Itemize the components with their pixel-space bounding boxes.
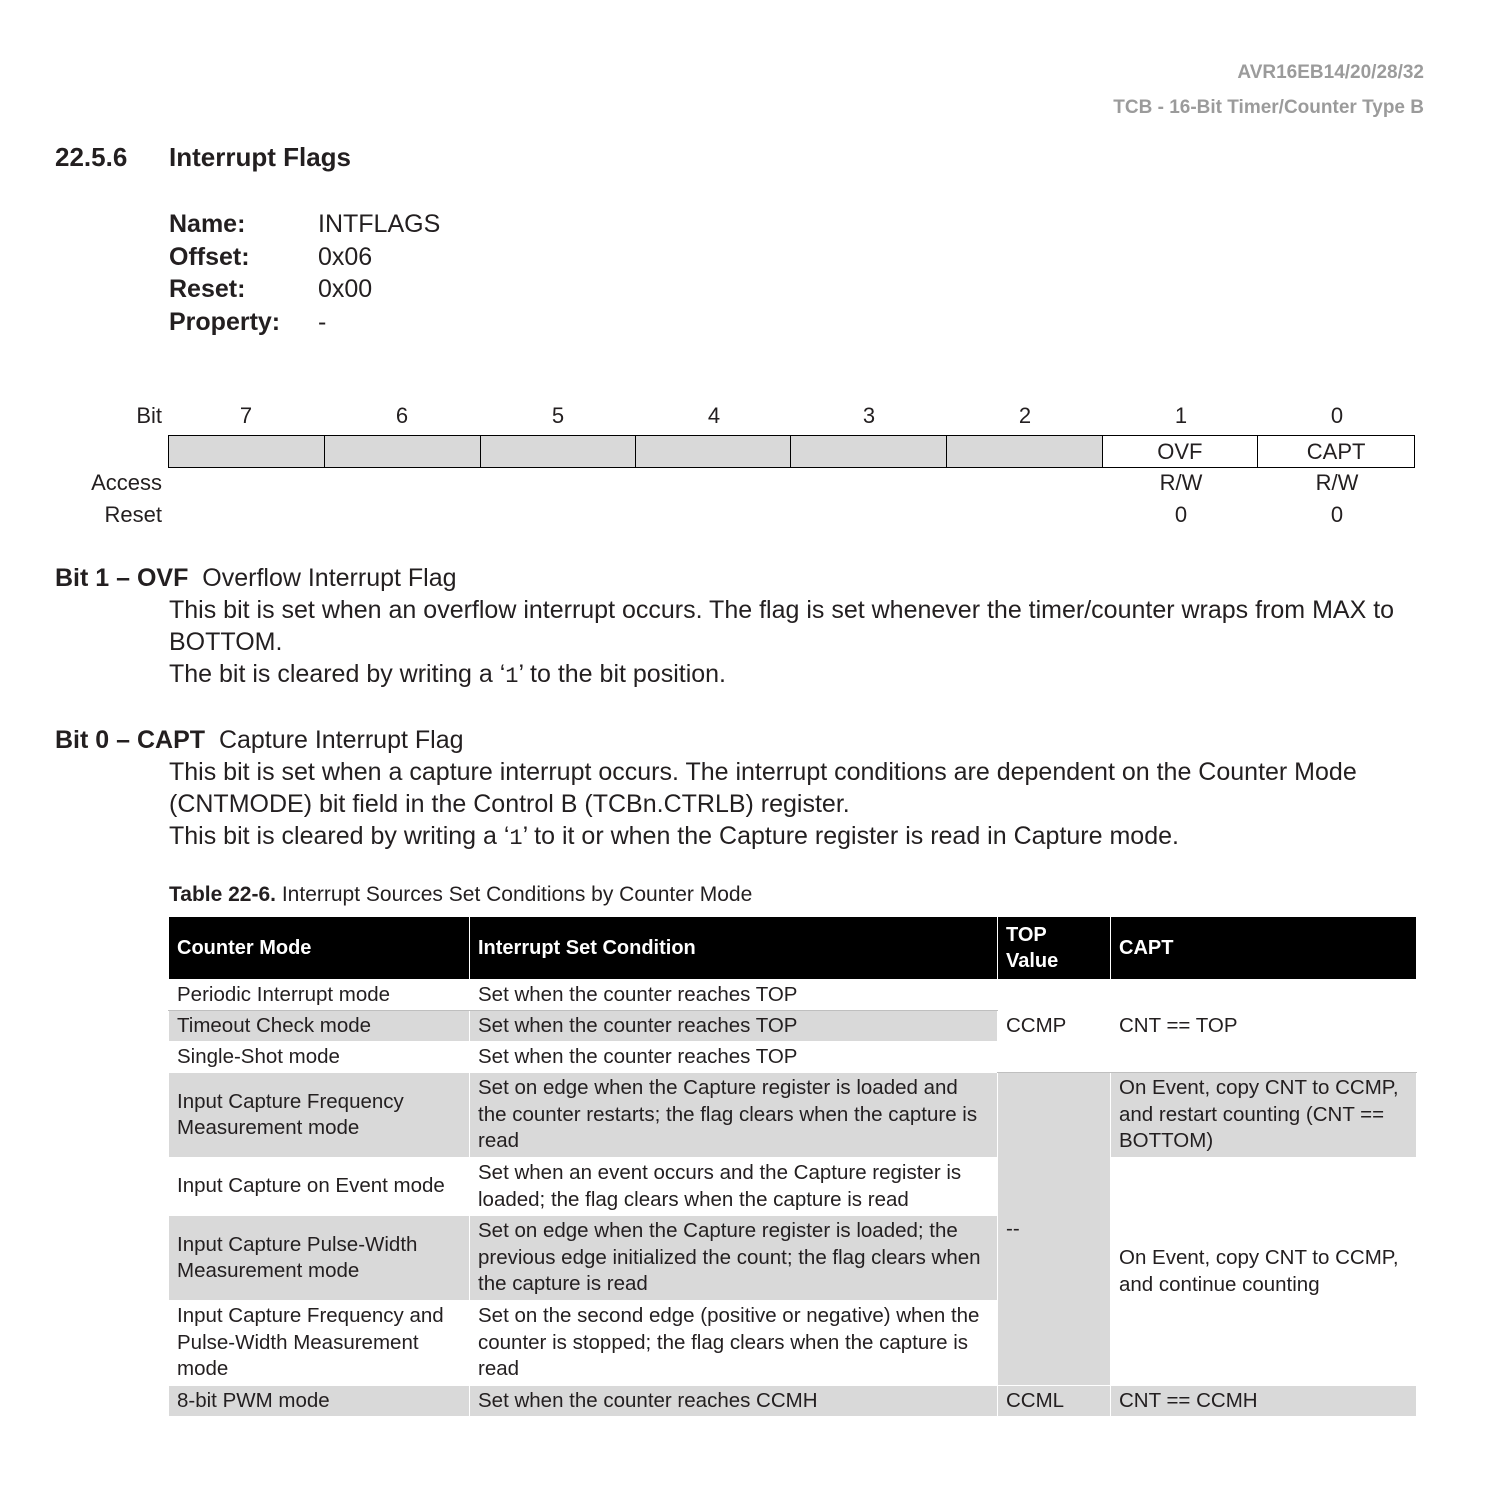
- cell-condition: Set when the counter reaches TOP: [470, 1011, 998, 1042]
- access-value: R/W: [1315, 470, 1359, 495]
- cell-condition: Set when an event occurs and the Capture register is loaded; the flag clears when the capture is read: [470, 1158, 998, 1216]
- section-title: Interrupt Flags: [169, 142, 352, 172]
- text-part: ’ to the bit position.: [518, 660, 727, 688]
- cell-mode: Timeout Check mode: [169, 1011, 470, 1042]
- bit-description-heading: [55, 724, 1409, 756]
- header-interrupt-set-condition: Interrupt Set Condition: [470, 917, 998, 980]
- prop-value: -: [318, 307, 327, 336]
- table-caption-label: Table 22-6.: [169, 883, 276, 906]
- bit-description-clear: [169, 658, 1409, 693]
- cell-condition: Set when the counter reaches TOP: [470, 1042, 998, 1073]
- bit-field-reserved: [791, 436, 947, 467]
- bit-description-text: This bit is set when an overflow interrupt occurs. The flag is set whenever the timer/counter wraps from MAX to BOTTOM.: [169, 596, 1395, 656]
- cell-mode: Input Capture Pulse-Width Measurement mode: [169, 1216, 470, 1301]
- prop-value: INTFLAGS: [318, 210, 441, 238]
- cell-top-value: --: [998, 1073, 1111, 1386]
- prop-value: 0x00: [318, 275, 373, 303]
- bit-number: 5: [551, 403, 565, 428]
- reset-row: [168, 502, 1415, 530]
- bit-number: 3: [862, 403, 876, 428]
- table-row: [169, 1386, 1417, 1417]
- cell-capt: On Event, copy CNT to CCMP, and restart counting (CNT == BOTTOM): [1111, 1073, 1417, 1158]
- section-number: 22.5.6: [55, 142, 128, 172]
- table-row: [169, 980, 1417, 1011]
- reset-value: 0: [1330, 502, 1344, 527]
- reset-value: 0: [1174, 502, 1188, 527]
- text-part: ’ to it or when the Capture register is read in Capture mode.: [522, 822, 1179, 850]
- cell-condition: Set on edge when the Capture register is loaded; the previous edge initialized the count; the flag clears when the capture is read: [470, 1216, 998, 1301]
- bit-field-reserved: [636, 436, 791, 467]
- header-capt: CAPT: [1111, 917, 1417, 980]
- header-top-value: TOP Value: [998, 917, 1111, 980]
- table-caption: [169, 883, 752, 907]
- interrupt-sources-table: [168, 916, 1417, 1417]
- bit-id: Bit 0 – CAPT: [55, 726, 206, 754]
- prop-key: Property:: [169, 307, 281, 336]
- bit-number: 2: [1018, 403, 1032, 428]
- cell-condition: Set when the counter reaches CCMH: [470, 1386, 998, 1417]
- header-counter-mode: Counter Mode: [169, 917, 470, 980]
- cell-capt: On Event, copy CNT to CCMP, and continue counting: [1111, 1158, 1417, 1386]
- register-properties: [169, 208, 440, 338]
- bit-description-ovf: [55, 562, 1409, 693]
- cell-mode: Periodic Interrupt mode: [169, 980, 470, 1011]
- cell-mode: Input Capture Frequency Measurement mode: [169, 1073, 470, 1158]
- table-row: [169, 1073, 1417, 1158]
- text-part: The bit is cleared by writing a ‘: [169, 660, 506, 688]
- register-bit-fields: [168, 435, 1415, 468]
- bit-description-heading: [55, 562, 1409, 594]
- access-row: [168, 470, 1415, 498]
- text-part: This bit is cleared by writing a ‘: [169, 822, 510, 850]
- code-value: 1: [505, 664, 519, 689]
- bit-field-ovf: OVF: [1103, 436, 1259, 467]
- cell-condition: Set on the second edge (positive or negative) when the counter is stopped; the flag clears when the capture is read: [470, 1301, 998, 1386]
- cell-top-value: CCMP: [998, 980, 1111, 1073]
- cell-condition: Set when the counter reaches TOP: [470, 980, 998, 1011]
- cell-top-value: CCML: [998, 1386, 1111, 1417]
- header-chapter: TCB - 16-Bit Timer/Counter Type B: [1113, 97, 1424, 118]
- prop-reset: [169, 273, 440, 306]
- bit-field-reserved: [169, 436, 325, 467]
- prop-property: [169, 306, 440, 339]
- cell-mode: Input Capture Frequency and Pulse-Width Measurement mode: [169, 1301, 470, 1386]
- prop-value: 0x06: [318, 242, 373, 271]
- prop-name: [169, 208, 440, 241]
- prop-key: Name:: [169, 210, 246, 238]
- bit-description-text: This bit is set when a capture interrupt occurs. The interrupt conditions are dependent on the Counter Mode (CNTMODE) bit field in the Control B (TCBn.CTRLB) register.: [169, 758, 1357, 818]
- bit-id: Bit 1 – OVF: [55, 564, 189, 592]
- prop-key: Reset:: [169, 275, 246, 303]
- cell-capt: CNT == TOP: [1111, 980, 1417, 1073]
- cell-mode: 8-bit PWM mode: [169, 1386, 470, 1417]
- cell-mode: Input Capture on Event mode: [169, 1158, 470, 1216]
- code-value: 1: [509, 826, 523, 851]
- bit-number: 7: [239, 403, 253, 428]
- cell-mode: Single-Shot mode: [169, 1042, 470, 1073]
- access-value: R/W: [1159, 470, 1203, 495]
- bit-number: 1: [1174, 403, 1188, 428]
- prop-key: Offset:: [169, 242, 250, 271]
- header-device: AVR16EB14/20/28/32: [1237, 62, 1424, 83]
- bit-description-capt: [55, 724, 1409, 855]
- bit-name: Capture Interrupt Flag: [218, 726, 464, 754]
- bit-number: 0: [1330, 403, 1344, 428]
- reset-label: Reset: [104, 502, 162, 527]
- bit-field-reserved: [325, 436, 481, 467]
- prop-offset: [169, 241, 440, 274]
- bit-field-reserved: [947, 436, 1103, 467]
- bit-field-capt: CAPT: [1306, 439, 1366, 464]
- table-caption-text: Interrupt Sources Set Conditions by Counter Mode: [281, 883, 753, 906]
- bit-number: 4: [707, 403, 721, 428]
- table-row: [169, 1158, 1417, 1216]
- bit-name: Overflow Interrupt Flag: [202, 564, 457, 592]
- table-header-row: [169, 917, 1417, 980]
- bit-description-clear: [169, 820, 1409, 855]
- bit-number: 6: [395, 403, 409, 428]
- cell-condition: Set on edge when the Capture register is loaded and the counter restarts; the flag clears when the capture is read: [470, 1073, 998, 1158]
- bit-label: Bit: [136, 403, 162, 428]
- cell-capt: CNT == CCMH: [1111, 1386, 1417, 1417]
- access-label: Access: [91, 470, 162, 495]
- bit-field-reserved: [481, 436, 637, 467]
- bit-number-row: [168, 403, 1415, 431]
